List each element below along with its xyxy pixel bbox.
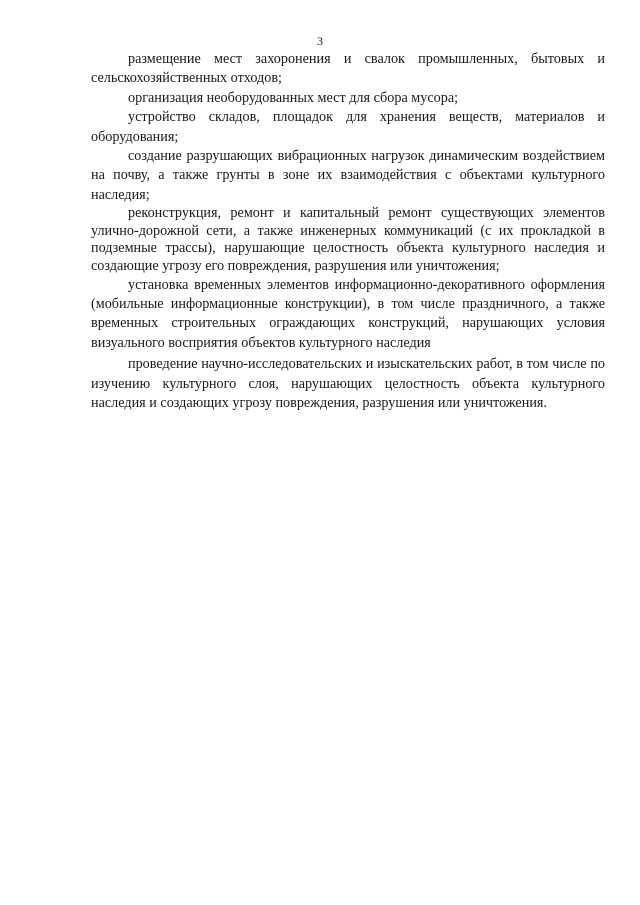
page-number: 3 [317, 34, 323, 48]
paragraph-waste-disposal: размещение мест захоронения и свалок промышленных, бытовых и сельскохозяйственных отходов; [91, 51, 605, 87]
document-body [91, 50, 605, 413]
paragraph-garbage-collection: организация необорудованных мест для сбора мусора; [128, 89, 459, 106]
paragraph-road-reconstruction: реконструкция, ремонт и капитальный ремонт существующих элементов улично-дорожной сети, а также инженерных коммуникаций (с их прокладкой в подземные трассы), нарушающие целостность объекта культурного наследия и создающие угрозу его повреждения, разрушения или уничтожения; [91, 205, 605, 275]
paragraph-research-works: проведение научно-исследовательских и изыскательских работ, в том числе по изучению культурного слоя, нарушающих целостность объекта культурного наследия и создающих угрозу повреждения, разрушения или уничтожения. [91, 356, 605, 412]
paragraph-warehouses: устройство складов, площадок для хранения веществ, материалов и оборудования; [91, 109, 605, 145]
paragraph-temporary-structures: установка временных элементов информационно-декоративного оформления (мобильные информационные конструкции), в том числе праздничного, а также временных строительных ограждающих конструкций, нарушающих условия визуального восприятия объектов культурного наследия [91, 276, 605, 351]
paragraph-vibration-loads: создание разрушающих вибрационных нагрузок динамическим воздействием на почву, а также грунты в зоне их взаимодействия с объектами культурного наследия; [91, 148, 605, 203]
